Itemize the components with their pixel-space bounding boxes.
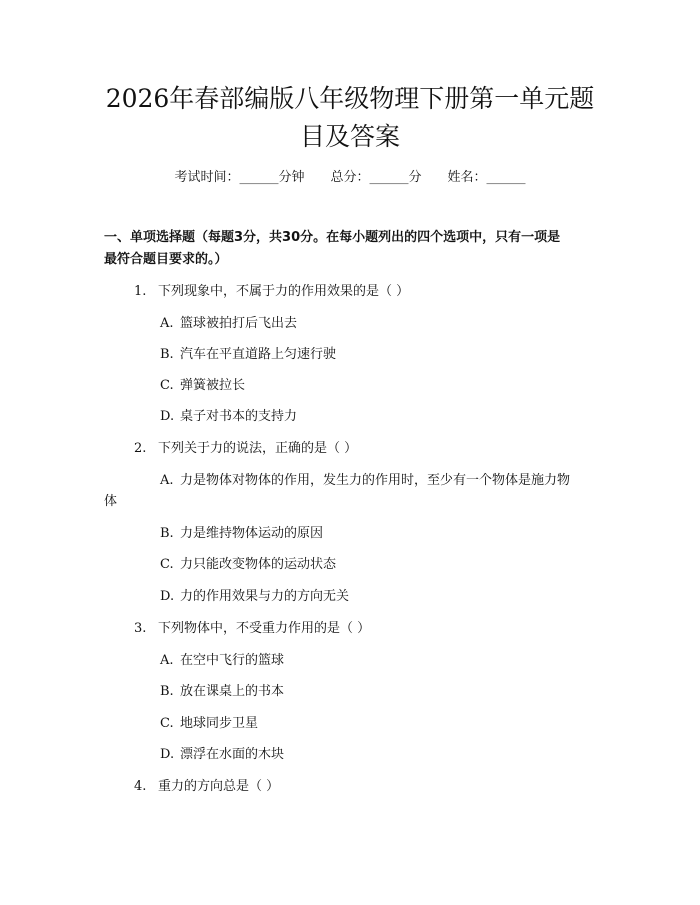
- question-2-option-a-continuation: 体: [104, 494, 118, 509]
- option-letter: D.: [160, 747, 175, 762]
- option-letter: C.: [160, 557, 174, 572]
- question-2-option-a: [160, 471, 570, 491]
- title-line-1: 2026年春部编版八年级物理下册第一单元题: [105, 84, 595, 113]
- option-text: 弹簧被拉长: [180, 378, 246, 393]
- time-blank: ______: [239, 170, 279, 185]
- question-text: 下列关于力的说法，正确的是（ ）: [158, 441, 358, 456]
- question-1-option-c: [160, 376, 245, 396]
- score-blank: ______: [369, 170, 409, 185]
- option-text: 力是维持物体运动的原因: [180, 526, 324, 541]
- exam-info: [0, 168, 700, 188]
- name-label: 姓名：: [447, 170, 487, 185]
- question-3-option-b: [160, 682, 284, 702]
- option-text: 力只能改变物体的运动状态: [180, 557, 337, 572]
- time-label: 考试时间：: [174, 170, 240, 185]
- document-title: [90, 80, 610, 156]
- option-letter: C.: [160, 378, 174, 393]
- option-text: 汽车在平直道路上匀速行驶: [180, 347, 337, 362]
- question-text: 下列现象中，不属于力的作用效果的是（ ）: [158, 284, 410, 299]
- question-number: 3.: [134, 621, 147, 636]
- option-text: 力的作用效果与力的方向无关: [180, 589, 350, 604]
- option-letter: B.: [160, 684, 174, 699]
- option-letter: B.: [160, 526, 174, 541]
- question-3-option-c: [160, 714, 258, 734]
- time-unit: 分钟: [278, 170, 305, 185]
- option-letter: C.: [160, 716, 174, 731]
- section-heading: [104, 227, 604, 271]
- option-letter: A.: [160, 473, 174, 488]
- question-3-option-d: [160, 745, 284, 765]
- question-1-option-d: [160, 407, 297, 427]
- question-2-option-d: [160, 587, 349, 607]
- question-number: 1.: [134, 284, 147, 299]
- question-1-option-b: [160, 345, 336, 365]
- question-2-option-c: [160, 555, 336, 575]
- section-heading-line-1: 一、单项选择题（每题3分，共30分。在每小题列出的四个选项中，只有一项是: [104, 230, 561, 245]
- name-blank: ______: [486, 170, 526, 185]
- question-3-option-a: [160, 651, 284, 671]
- option-text: 地球同步卫星: [180, 716, 259, 731]
- question-2-option-b: [160, 524, 323, 544]
- question-number: 2.: [134, 441, 147, 456]
- section-heading-line-2: 最符合题目要求的。）: [104, 252, 228, 267]
- question-1-option-a: [160, 314, 297, 334]
- question-text: 下列物体中，不受重力作用的是（ ）: [158, 621, 371, 636]
- question-2: [134, 439, 357, 459]
- question-4: [134, 777, 279, 797]
- option-text: 在空中飞行的篮球: [180, 653, 285, 668]
- option-text: 桌子对书本的支持力: [180, 409, 298, 424]
- score-label: 总分：: [330, 170, 370, 185]
- option-text: 力是物体对物体的作用，发生力的作用时，至少有一个物体是施力物: [180, 473, 571, 488]
- option-letter: D.: [160, 589, 175, 604]
- option-letter: B.: [160, 347, 174, 362]
- option-letter: D.: [160, 409, 175, 424]
- question-3: [134, 619, 370, 639]
- option-text: 漂浮在水面的木块: [180, 747, 285, 762]
- option-letter: A.: [160, 653, 174, 668]
- option-text: 放在课桌上的书本: [180, 684, 285, 699]
- score-unit: 分: [408, 170, 422, 185]
- title-line-2: 目及答案: [299, 122, 400, 151]
- option-letter: A.: [160, 316, 174, 331]
- question-text: 重力的方向总是（ ）: [158, 779, 280, 794]
- question-number: 4.: [134, 779, 147, 794]
- question-1: [134, 282, 409, 302]
- option-text: 篮球被拍打后飞出去: [180, 316, 298, 331]
